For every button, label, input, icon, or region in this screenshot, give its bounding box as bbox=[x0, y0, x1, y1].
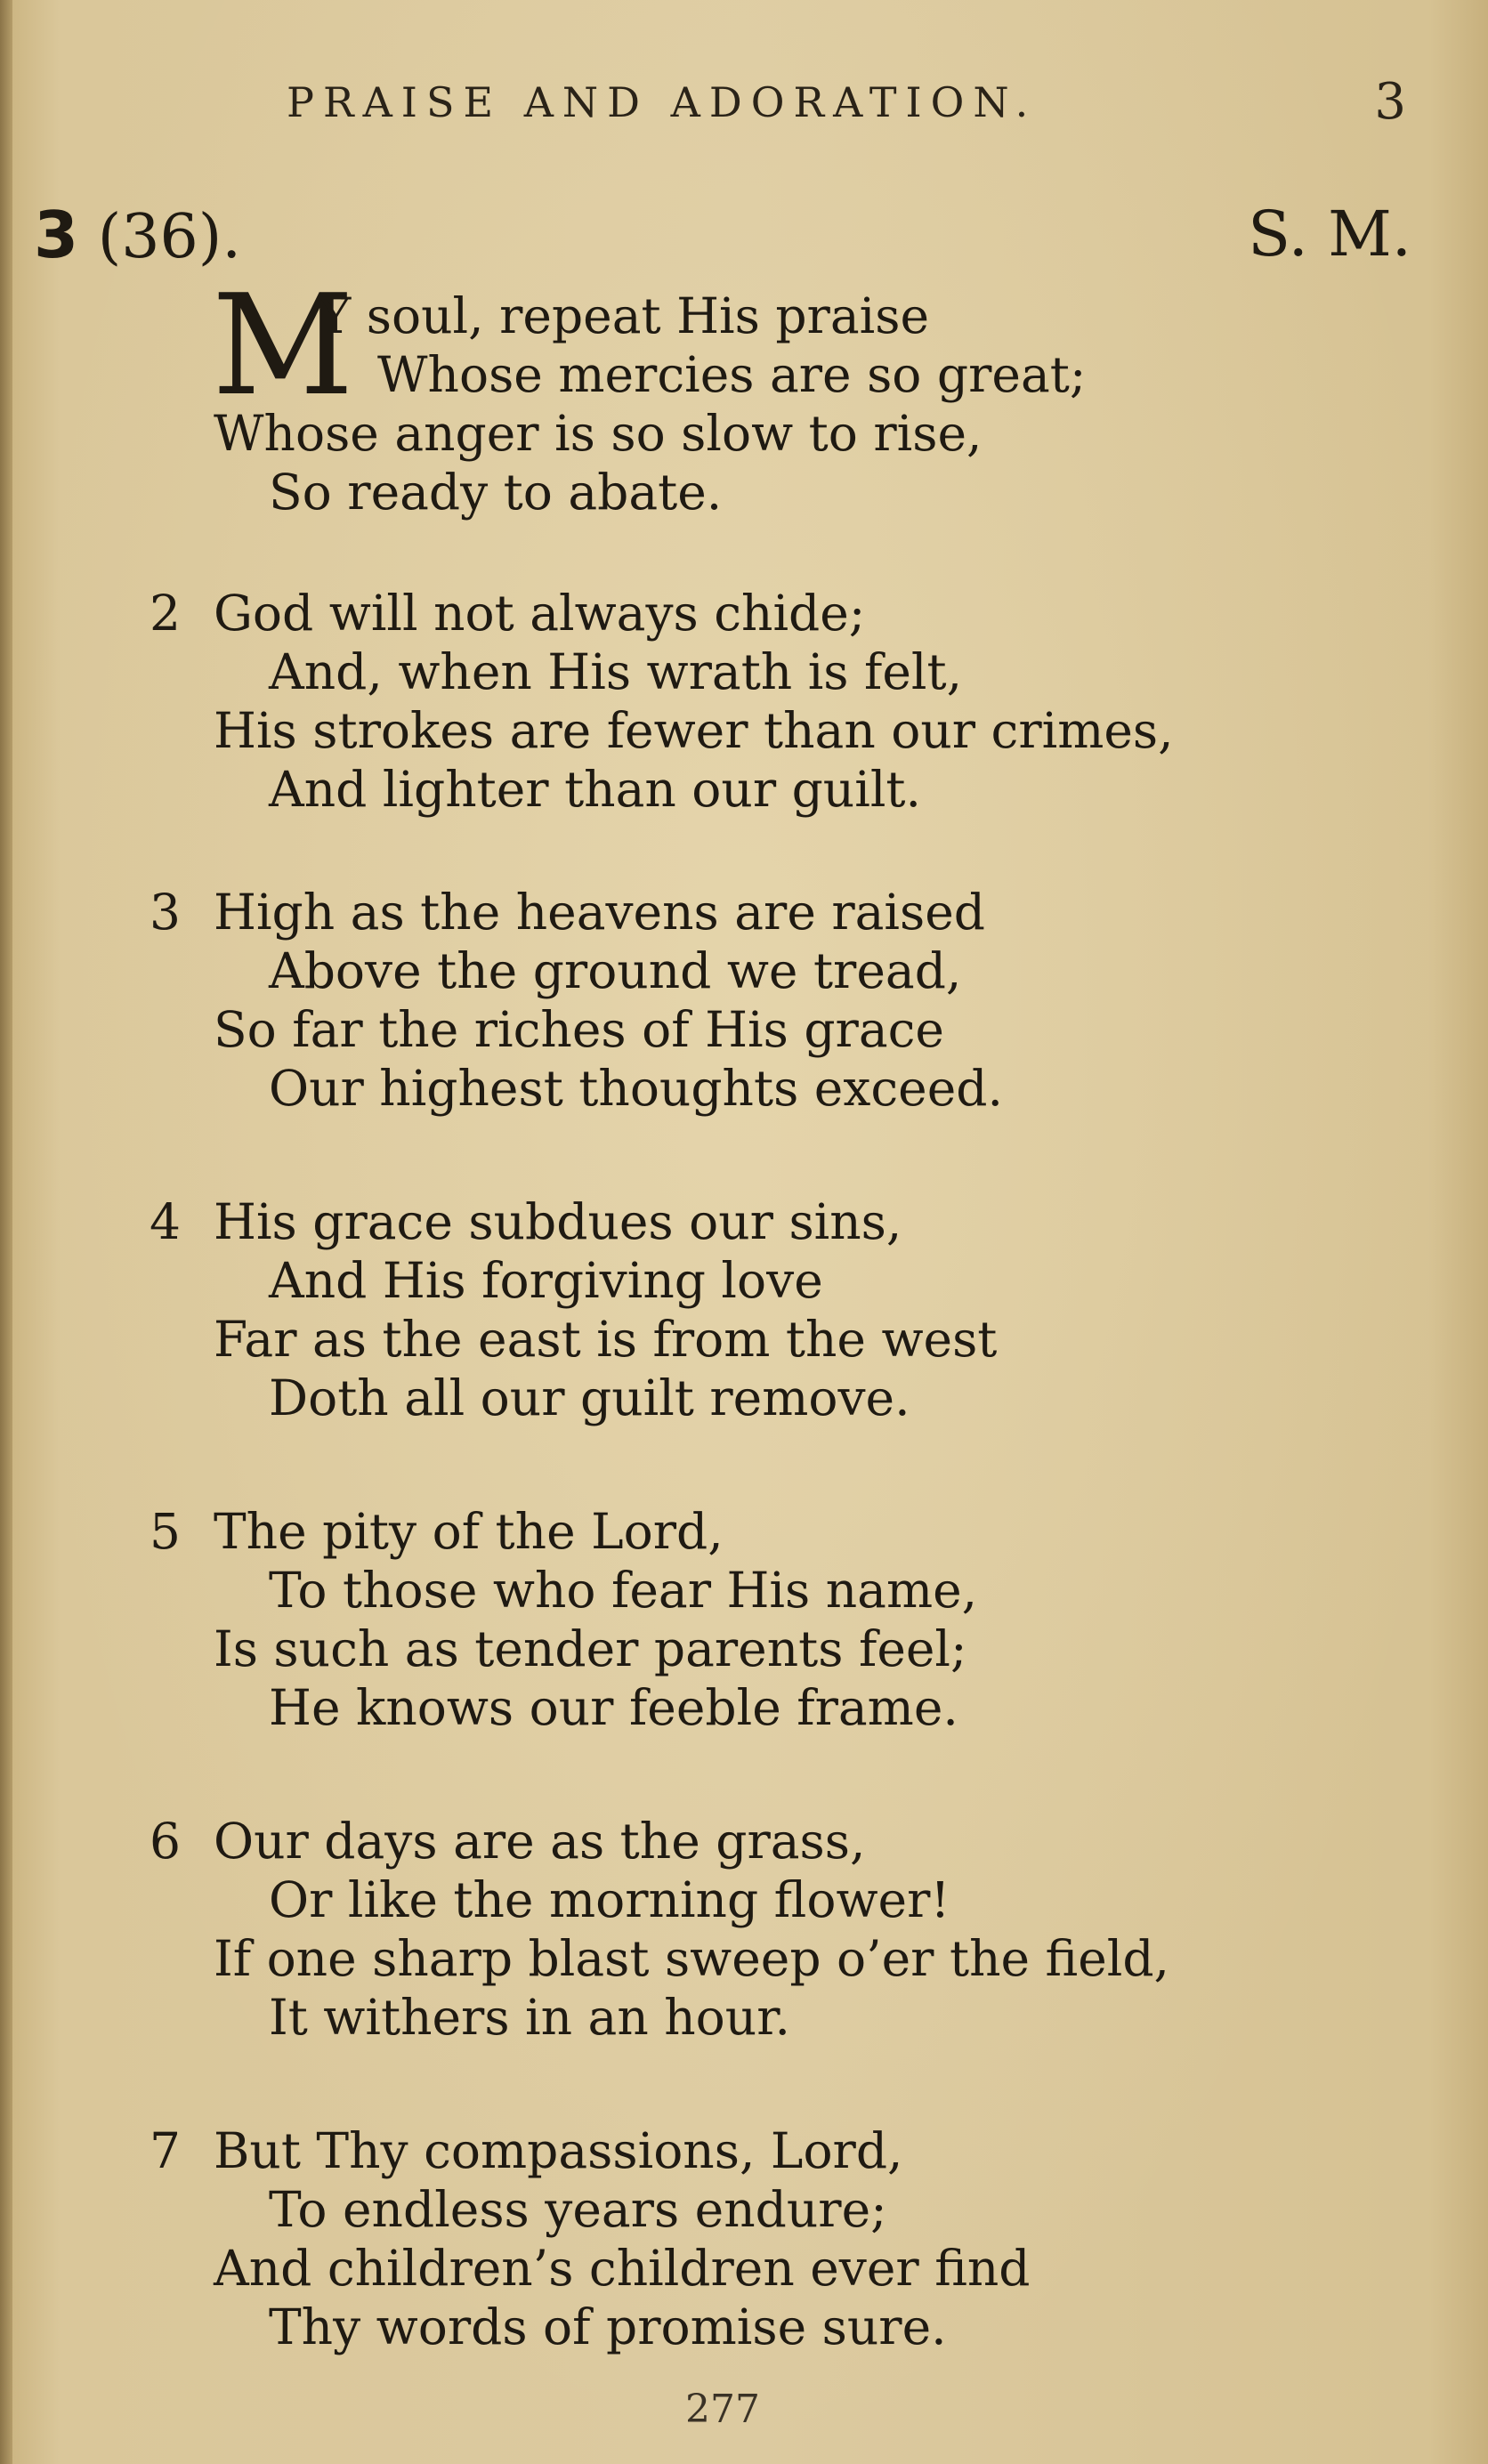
stanza-1-line-4: So ready to abate. bbox=[269, 464, 723, 521]
stanza-6-number: 6 bbox=[150, 1813, 181, 1870]
stanza-7-line-1: But Thy compassions, Lord, bbox=[214, 2122, 903, 2179]
stanza-4-line-2: And His forgiving love bbox=[269, 1252, 823, 1309]
stanza-6-line-4: It withers in an hour. bbox=[269, 1989, 790, 2046]
stanza-3-line-3: So far the riches of His grace bbox=[214, 1001, 944, 1058]
page-gutter-edge bbox=[0, 0, 12, 2464]
stanza-2-line-1: God will not always chide; bbox=[214, 585, 866, 642]
stanza-6-line-2: Or like the morning flower! bbox=[269, 1871, 950, 1928]
stanza-7-line-2: To endless years endure; bbox=[269, 2181, 887, 2238]
hymn-heading bbox=[34, 198, 241, 272]
signature-mark: 277 bbox=[685, 2387, 760, 2432]
stanza-6-line-3: If one sharp blast sweep o’er the field, bbox=[214, 1930, 1170, 1987]
stanza-7-number: 7 bbox=[150, 2122, 181, 2179]
stanza-4-line-3: Far as the east is from the west bbox=[214, 1311, 998, 1368]
stanza-3-line-4: Our highest thoughts exceed. bbox=[269, 1060, 1003, 1117]
stanza-1-line-1: Y soul, repeat His praise bbox=[319, 287, 929, 344]
stanza-6-line-1: Our days are as the grass, bbox=[214, 1813, 866, 1870]
hymn-meter: S. M. bbox=[1248, 198, 1411, 271]
stanza-2-line-3: His strokes are fewer than our crimes, bbox=[214, 702, 1174, 759]
stanza-1-line-2: Whose mercies are so great; bbox=[377, 346, 1087, 403]
stanza-5-line-2: To those who fear His name, bbox=[269, 1562, 978, 1619]
stanza-3-line-1: High as the heavens are raised bbox=[214, 884, 986, 941]
stanza-3-line-2: Above the ground we tread, bbox=[269, 942, 962, 999]
stanza-4-line-4: Doth all our guilt remove. bbox=[269, 1369, 910, 1426]
stanza-5-line-1: The pity of the Lord, bbox=[214, 1503, 724, 1560]
stanza-4-line-1: His grace subdues our sins, bbox=[214, 1193, 902, 1250]
hymn-number: 3 bbox=[34, 198, 79, 272]
stanza-4-number: 4 bbox=[150, 1193, 181, 1250]
stanza-2-line-4: And lighter than our guilt. bbox=[269, 761, 921, 818]
stanza-7-line-4: Thy words of promise sure. bbox=[269, 2298, 947, 2355]
stanza-1-line-3: Whose anger is so slow to rise, bbox=[214, 405, 983, 462]
stanza-3-number: 3 bbox=[150, 884, 181, 941]
drop-cap: M bbox=[212, 264, 354, 426]
stanza-5-number: 5 bbox=[150, 1503, 181, 1560]
stanza-2-number: 2 bbox=[150, 585, 181, 642]
running-title: PRAISE AND ADORATION. bbox=[287, 78, 1038, 126]
stanza-5-line-3: Is such as tender parents feel; bbox=[214, 1620, 967, 1677]
stanza-2-line-2: And, when His wrath is felt, bbox=[269, 643, 963, 700]
stanza-5-line-4: He knows our feeble frame. bbox=[269, 1679, 958, 1736]
hymn-reference: (36). bbox=[97, 202, 241, 272]
page-number: 3 bbox=[1374, 73, 1406, 131]
stanza-7-line-3: And children’s children ever find bbox=[214, 2240, 1031, 2297]
